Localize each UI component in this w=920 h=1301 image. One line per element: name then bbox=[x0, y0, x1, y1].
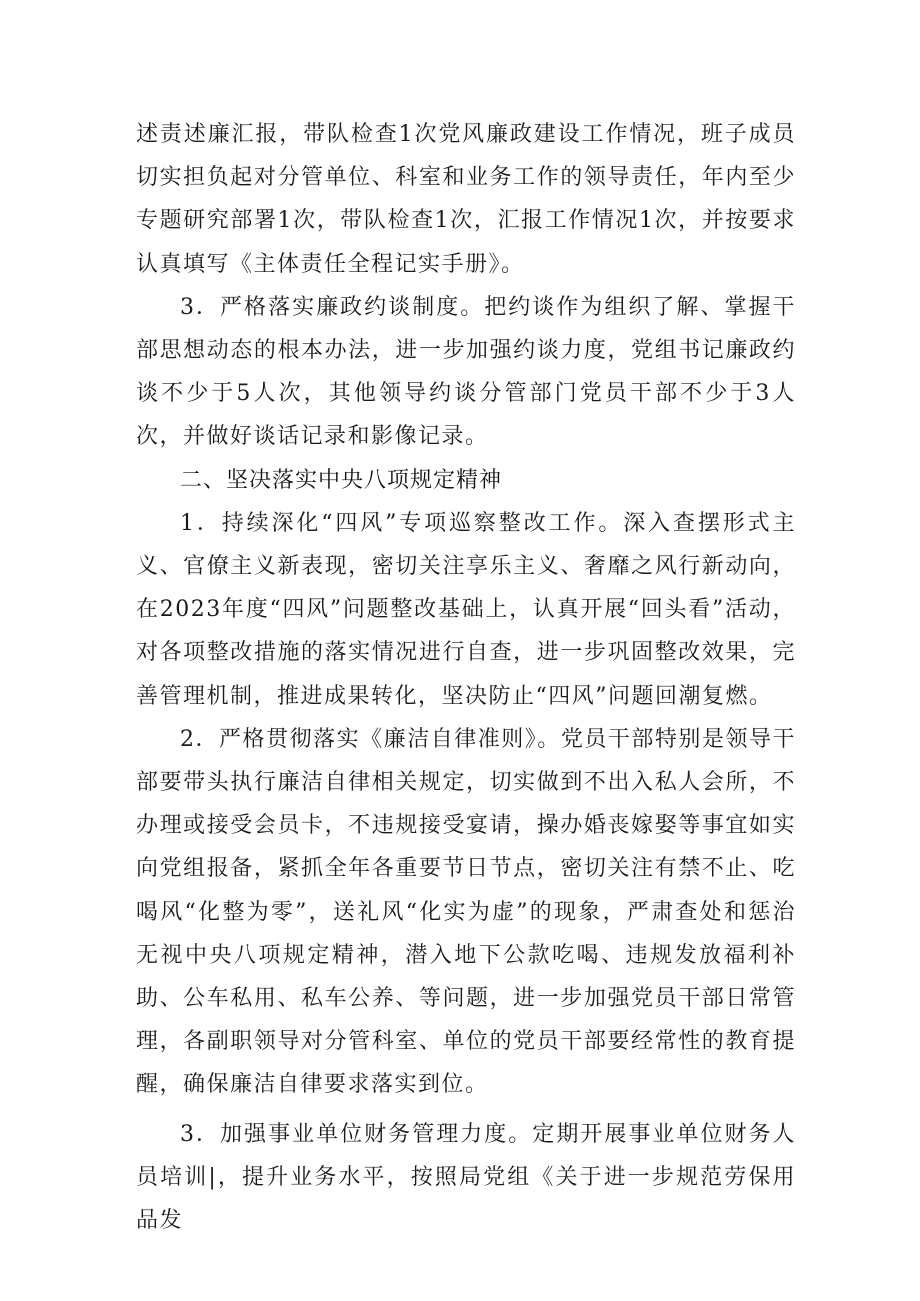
paragraph-continuation: 述责述廉汇报，带队检查1次党风廉政建设工作情况，班子成员切实担负起对分管单位、科室和业务工作的领导责任，年内至少专题研究部署1次，带队检查1次，汇报工作情况1次，并按要求认真填写《主体责任全程记实手册》。 bbox=[136, 122, 796, 277]
paragraph-four-winds: 1．持续深化“四风”专项巡察整改工作。深入查摆形式主义、官僚主义新表现，密切关注享乐主义、奢靡之风行新动向，在2023年度“四风”问题整改基础上，认真开展“回头看”活动，对各项整改措施的落实情况进行自查，进一步巩固整改效果，完善管理机制，推进成果转化，坚决防止“四风”问题回潮复燃。 bbox=[136, 510, 796, 709]
paragraph-finance-management: 3．加强事业单位财务管理力度。定期开展事业单位财务人员培训|，提升业务水平，按照局党组《关于进一步规范劳保用品发 bbox=[136, 1121, 796, 1234]
paragraph-integrity-rules: 2．严格贯彻落实《廉洁自律准则》。党员干部特别是领导干部要带头执行廉洁自律相关规定，切实做到不出入私人会所，不办理或接受会员卡，不违规接受宴请，操办婚丧嫁娶等事宜如实向党组报备，紧抓全年各重要节日节点，密切关注有禁不止、吃喝风“化整为零”，送礼风“化实为虚”的现象，严肃查处和惩治无视中央八项规定精神，潜入地下公款吃喝、违规发放福利补助、公车私用、私车公养、等问题，进一步加强党员干部日常管理，各副职领导对分管科室、单位的党员干部要经常性的教育提醒，确保廉洁自律要求落实到位。 bbox=[136, 726, 796, 1098]
paragraph-interview-system: 3．严格落实廉政约谈制度。把约谈作为组织了解、掌握干部思想动态的根本办法，进一步加强约谈力度，党组书记廉政约谈不少于5人次，其他领导约谈分管部门党员干部不少于3人次，并做好谈话记录和影像记录。 bbox=[136, 294, 796, 450]
section-heading: 二、坚决落实中央八项规定精神 bbox=[180, 467, 503, 493]
document-body bbox=[136, 113, 796, 1242]
